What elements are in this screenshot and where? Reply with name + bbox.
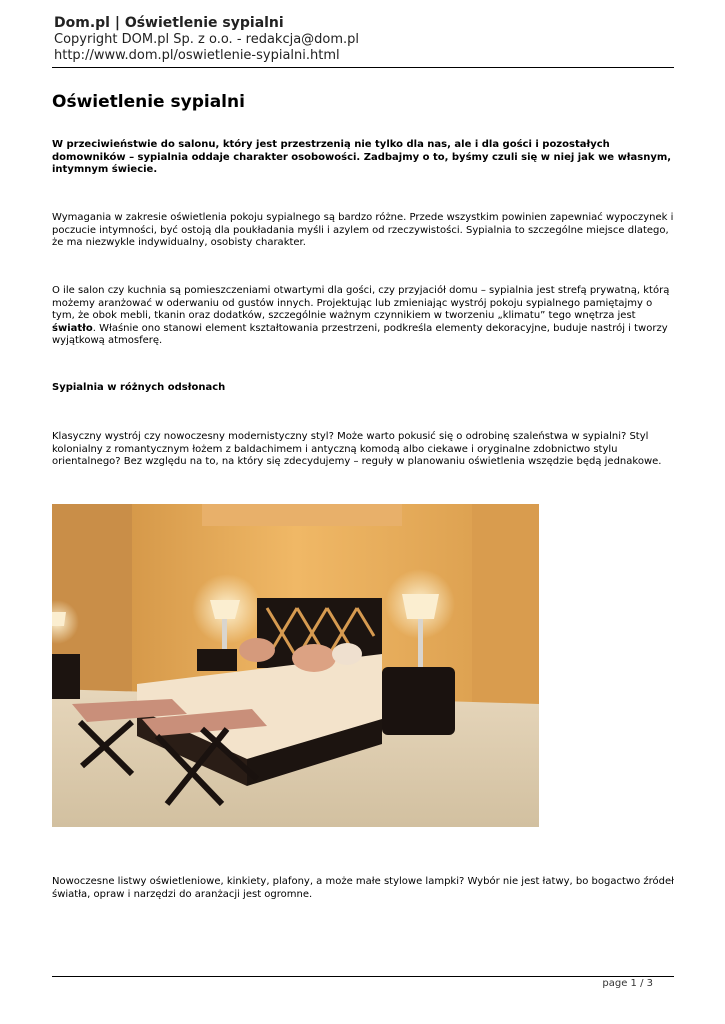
paragraph-2 bbox=[52, 285, 676, 348]
document-header bbox=[54, 14, 674, 64]
paragraph-2-text-b: . Właśnie ono stanowi element kształtowania przestrzeni, podkreśla elementy dekoracyjne, buduje nastrój i tworzy wyjątkową atmosferę. bbox=[52, 322, 668, 347]
paragraph-3: Klasyczny wystrój czy nowoczesny modernistyczny styl? Może warto pokusić się o odrobinę szaleństwa w sypialni? Styl kolonialny z romantycznym łożem z baldachimem i antyczną komodą albo ciekawe i oryginalne zdobnictwo stylu orientalnego? Bez względu na to, na który się zdecydujemy – reguły w planowaniu oświetlenia wszędzie będą jednakowe. bbox=[52, 431, 662, 468]
footer-divider bbox=[52, 976, 674, 977]
header-divider bbox=[52, 67, 674, 68]
section-heading: Sypialnia w różnych odsłonach bbox=[52, 382, 226, 393]
paragraph-4: Nowoczesne listwy oświetleniowe, kinkiety, plafony, a może małe stylowe lampki? Wybór nie jest łatwy, bo bogactwo źródeł światła, opraw i narzędzi do aranżacji jest ogromne. bbox=[52, 876, 674, 900]
article-lead: W przeciwieństwie do salonu, który jest przestrzenią nie tylko dla nas, ale i dla gości i pozostałych domowników – sypialnia oddaje charakter osobowości. Zadbajmy o to, byśmy czuli się w niej jak we własnym, intymnym świecie. bbox=[52, 139, 672, 176]
site-title: Dom.pl | Oświetlenie sypialni bbox=[54, 15, 284, 31]
page-number: page 1 / 3 bbox=[602, 978, 653, 989]
paragraph-2-bold: światło bbox=[52, 322, 93, 334]
source-url: http://www.dom.pl/oswietlenie-sypialni.html bbox=[54, 48, 340, 63]
paragraph-1: Wymagania w zakresie oświetlenia pokoju sypialnego są bardzo różne. Przede wszystkim powinien zapewniać wypoczynek i poczucie intymności, być ostoją dla poukładania myśli i azylem od rzeczywistości. Sypialnia to szczególne miejsce dlatego, że ma niezwykle indywidualny, osobisty charakter. bbox=[52, 212, 674, 249]
article-title: Oświetlenie sypialni bbox=[52, 92, 245, 112]
paragraph-2-text-a: O ile salon czy kuchnia są pomieszczeniami otwartymi dla gości, czy przyjaciół domu – sypialnia jest strefą prywatną, którą możemy aranżować w oderwaniu od gustów innych. Projektując lub zmieniając wystrój pokoju sypialnego pamiętajmy o tym, że obok mebli, tkanin oraz dodatków, szczególnie ważnym czynnikiem w tworzeniu „klimatu” tego wnętrza jest bbox=[52, 285, 670, 322]
bedroom-photo bbox=[52, 504, 539, 827]
copyright-line: Copyright DOM.pl Sp. z o.o. - redakcja@dom.pl bbox=[54, 32, 360, 47]
